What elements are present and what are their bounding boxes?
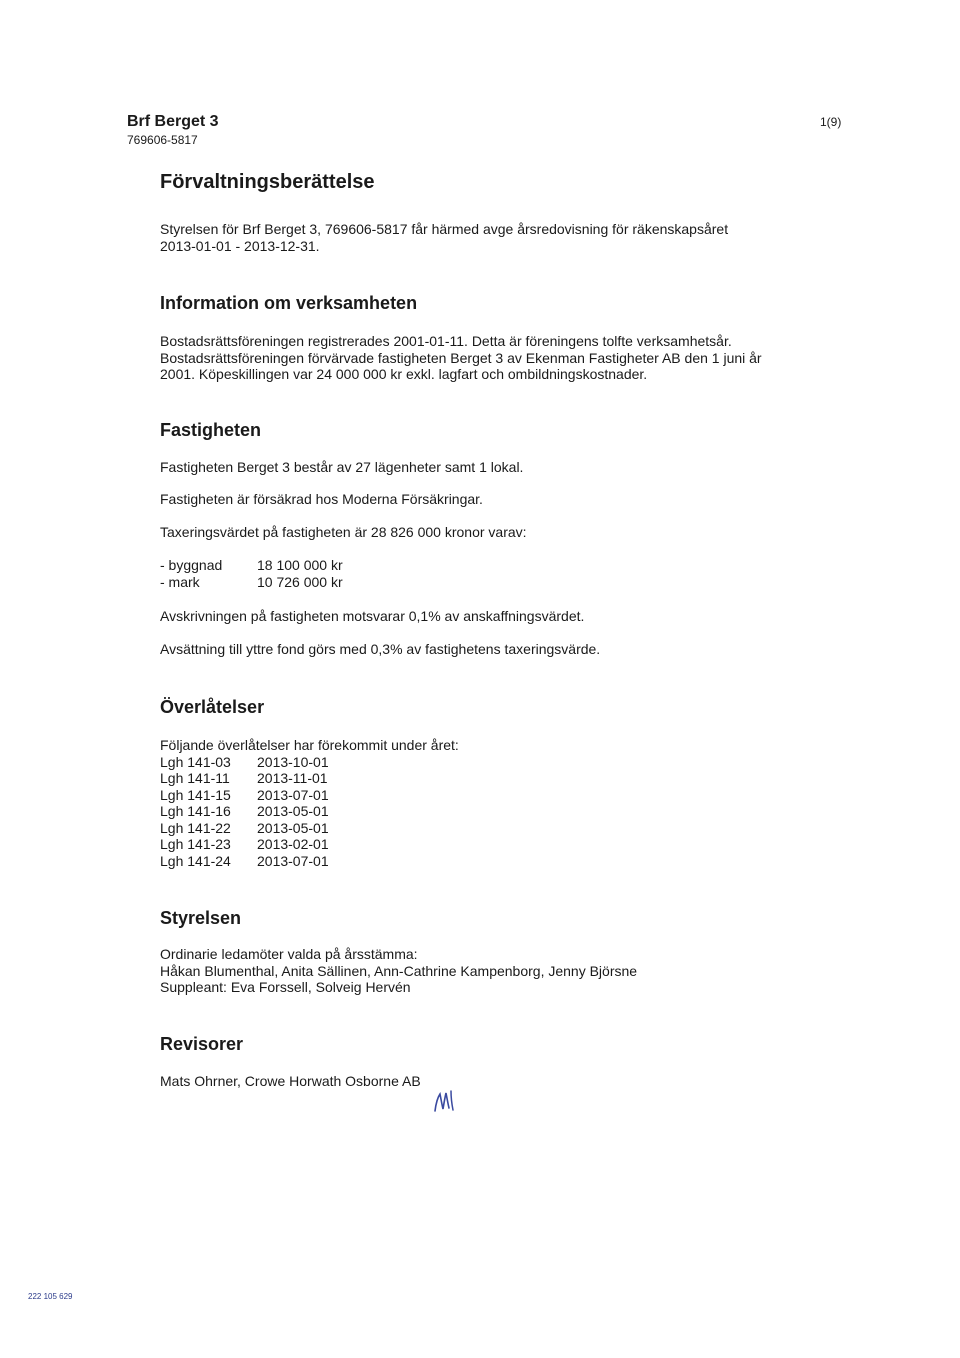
transfer-row bbox=[160, 836, 459, 853]
tax-value-amount: 18 100 000 kr bbox=[257, 557, 343, 573]
tax-value-amount: 10 726 000 kr bbox=[257, 573, 343, 590]
page-number: 1(9) bbox=[820, 115, 842, 129]
transfer-apartment: Lgh 141-24 bbox=[160, 852, 231, 869]
section-heading-styrelsen: Styrelsen bbox=[160, 908, 242, 928]
section-heading-overlatelser: Överlåtelser bbox=[160, 697, 265, 717]
transfer-date: 2013-02-01 bbox=[257, 836, 329, 852]
information-line-1: Bostadsrättsföreningen registrerades 2001-01-11. Detta är föreningens tolfte verksamhetsår. bbox=[160, 333, 732, 349]
document-title: Förvaltningsberättelse bbox=[160, 171, 375, 193]
intro-line-1: Styrelsen för Brf Berget 3, 769606-5817 får härmed avge årsredovisning för räkenskapsåret bbox=[160, 221, 729, 237]
transfer-apartment: Lgh 141-15 bbox=[160, 786, 231, 803]
intro-line-2: 2013-01-01 - 2013-12-31. bbox=[160, 237, 320, 254]
tax-value-breakdown bbox=[160, 557, 343, 590]
transfer-date: 2013-10-01 bbox=[257, 753, 329, 770]
board-line-1: Ordinarie ledamöter valda på årsstämma: bbox=[160, 946, 418, 962]
transfer-date: 2013-05-01 bbox=[257, 803, 329, 819]
board-text bbox=[160, 946, 637, 996]
organization-name: Brf Berget 3 bbox=[127, 113, 219, 130]
tax-value-row bbox=[160, 557, 343, 574]
transfer-apartment: Lgh 141-23 bbox=[160, 836, 231, 852]
information-line-2: Bostadsrättsföreningen förvärvade fastigheten Berget 3 av Ekenman Fastigheter AB den 1 juni år bbox=[160, 349, 762, 366]
transfer-row bbox=[160, 820, 459, 837]
intro-text bbox=[160, 221, 728, 254]
transfer-row bbox=[160, 770, 459, 787]
fastigheten-paragraph-5: Avsättning till yttre fond görs med 0,3% av fastighetens taxeringsvärde. bbox=[160, 641, 601, 657]
information-line-3: 2001. Köpeskillingen var 24 000 000 kr exkl. lagfart och ombildningskostnader. bbox=[160, 366, 648, 382]
transfer-row bbox=[160, 787, 459, 804]
board-members: Håkan Blumenthal, Anita Sällinen, Ann-Cathrine Kampenborg, Jenny Björsne bbox=[160, 962, 638, 979]
fastigheten-paragraph-1: Fastigheten Berget 3 består av 27 lägenheter samt 1 lokal. bbox=[160, 459, 524, 475]
tax-value-label: - mark bbox=[160, 573, 200, 590]
transfers-list bbox=[160, 737, 459, 869]
transfers-intro: Följande överlåtelser har förekommit under året: bbox=[160, 737, 459, 753]
fastigheten-paragraph-4: Avskrivningen på fastigheten motsvarar 0,1% av anskaffningsvärdet. bbox=[160, 608, 585, 624]
section-heading-fastigheten: Fastigheten bbox=[160, 420, 262, 440]
transfer-apartment: Lgh 141-22 bbox=[160, 819, 231, 836]
transfer-row bbox=[160, 853, 459, 870]
transfer-row bbox=[160, 754, 459, 771]
transfer-date: 2013-05-01 bbox=[257, 819, 329, 836]
information-text bbox=[160, 333, 762, 383]
auditor-text: Mats Ohrner, Crowe Horwath Osborne AB bbox=[160, 1073, 421, 1089]
footer-document-code: 222 105 629 bbox=[28, 1292, 73, 1301]
transfer-apartment: Lgh 141-16 bbox=[160, 803, 231, 819]
board-deputies: Suppleant: Eva Forssell, Solveig Hervén bbox=[160, 979, 411, 995]
organization-number: 769606-5817 bbox=[127, 133, 198, 147]
section-heading-information: Information om verksamheten bbox=[160, 293, 418, 313]
fastigheten-paragraph-3: Taxeringsvärdet på fastigheten är 28 826 000 kronor varav: bbox=[160, 524, 527, 540]
tax-value-row bbox=[160, 574, 343, 591]
transfer-apartment: Lgh 141-03 bbox=[160, 753, 231, 770]
handwritten-initials bbox=[432, 1085, 462, 1117]
fastigheten-paragraph-2: Fastigheten är försäkrad hos Moderna Försäkringar. bbox=[160, 491, 483, 507]
transfer-apartment: Lgh 141-11 bbox=[160, 770, 230, 786]
transfer-date: 2013-11-01 bbox=[257, 770, 328, 786]
tax-value-label: - byggnad bbox=[160, 557, 223, 573]
section-heading-revisorer: Revisorer bbox=[160, 1034, 244, 1054]
transfer-date: 2013-07-01 bbox=[257, 786, 329, 803]
transfer-date: 2013-07-01 bbox=[257, 852, 329, 869]
transfer-row bbox=[160, 803, 459, 820]
